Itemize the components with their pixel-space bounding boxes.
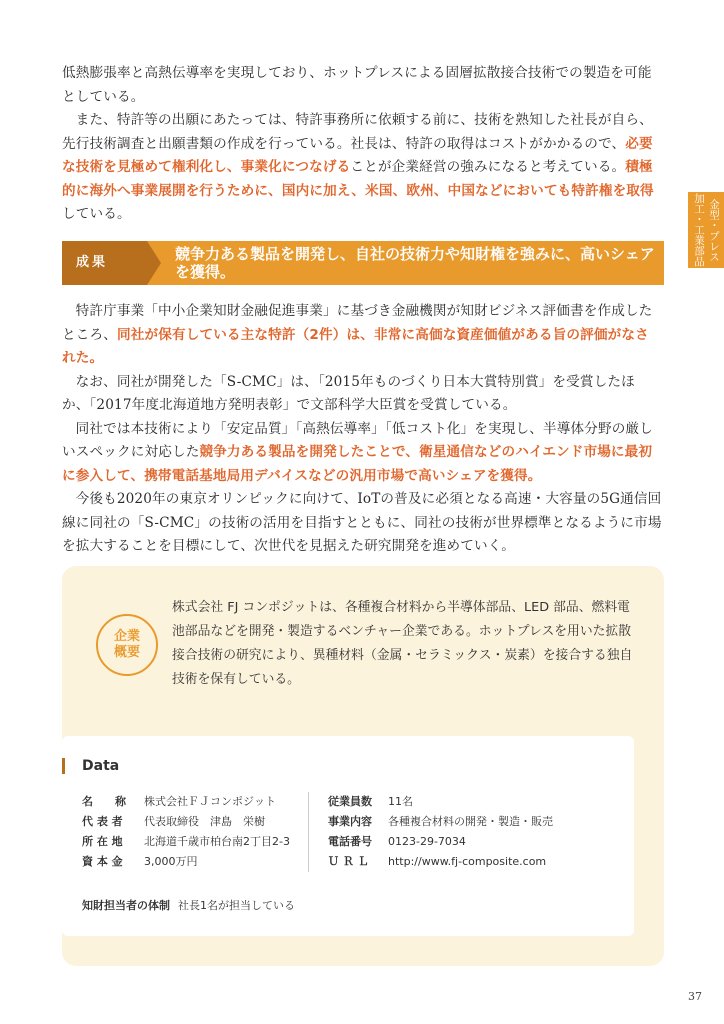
- result-banner: [62, 241, 664, 285]
- paragraph-6: 今後も2020年の東京オリンピックに向けて、IoTの普及に必須となる高速・大容量の5G通信回線に同社の「S-CMC」の技術の活用を目指すとともに、同社の技術が世界標準となるように市場を拡大することを目標にして、次世代を見据えた研究開発を進めていく。: [62, 491, 662, 554]
- data-row-phone: 電話番号 0123-29-7034: [328, 835, 466, 848]
- data-row-representative: 代 表 者 代表取締役 津島 栄樹: [82, 815, 265, 828]
- data-row-address: 所 在 地 北海道千歳市柏台南2丁目2-3: [82, 835, 290, 848]
- category-tab: [688, 192, 724, 268]
- highlight-4: 競争力ある製品を開発したことで、衛星通信などのハイエンド市場に最初に参入して、携帯電話基地局用デバイスなどの汎用市場で高いシェアを獲得。: [62, 444, 653, 484]
- result-label: 成果: [62, 241, 147, 285]
- highlight-1: 必要な技術を見極めて権利化し、事業化につなげる: [62, 135, 653, 175]
- profile-text: 株式会社 FJ コンポジットは、各種複合材料から半導体部品、LED 部品、燃料電池部品などを開発・製造するベンチャー企業である。ホットプレスを用いた拡散接合技術の研究により、異種材料（金属・セラミックス・炭素）を接合する独自技術を保有している。: [172, 600, 633, 687]
- data-row-url[interactable]: Ｕ Ｒ Ｌ http://www.fj-composite.com: [328, 855, 547, 868]
- category-tab-line1: 金型・プレス: [708, 198, 720, 262]
- profile-badge: 企業概要: [96, 614, 158, 676]
- paragraph-3: 特許庁事業「中小企業知財金融促進事業」に基づき金融機関が知財ビジネス評価書を作成したところ、同社が保有している主な特許（2件）は、非常に高価な資産価値がある旨の評価がなされた。: [62, 303, 653, 366]
- highlight-2: 積極的に海外へ事業展開を行うために、国内に加え、米国、欧州、中国などにおいても特許権を取得: [62, 159, 654, 199]
- data-row-name: 名 称 株式会社ＦＪコンポジット: [82, 795, 276, 808]
- paragraph-4: なお、同社が開発した「S-CMC」は、「2015年ものづくり日本大賞特別賞」を受賞したほか、「2017年度北海道地方発明表彰」で文部科学大臣賞を受賞している。: [62, 373, 635, 413]
- data-row-ip-system: 知財担当者の体制 社長1名が担当している: [82, 899, 295, 912]
- data-row-capital: 資 本 金 3,000万円: [82, 855, 198, 868]
- result-heading: 競争力ある製品を開発し、自社の技術力や知財権を強みに、高いシェアを獲得。: [175, 245, 655, 281]
- highlight-3: 同社が保有している主な特許（2件）は、非常に高価な資産価値がある旨の評価がなされた。: [62, 326, 649, 366]
- company-url-link[interactable]: http://www.fj-composite.com: [388, 855, 547, 868]
- data-box: [62, 736, 634, 936]
- company-profile: [62, 566, 664, 966]
- data-row-business: 事業内容 各種複合材料の開発・製造・販売: [328, 815, 553, 828]
- data-divider: [308, 792, 309, 872]
- paragraph-5: 同社では本技術により「安定品質」「高熱伝導率」「低コスト化」を実現し、半導体分野の厳しいスペックに対応した競争力ある製品を開発したことで、衛星通信などのハイエンド市場に最初に参入して、携帯電話基地局用デバイスなどの汎用市場で高いシェアを獲得。: [62, 420, 653, 484]
- data-row-employees: 従業員数 11名: [328, 795, 413, 808]
- intro-section: [62, 62, 662, 227]
- category-tab-line2: 加工・工業部品: [693, 193, 705, 267]
- result-arrow: [147, 241, 161, 285]
- paragraph-1: 低熱膨張率と高熱伝導率を実現しており、ホットプレスによる固層拡散接合技術での製造を可能としている。: [62, 65, 652, 105]
- paragraph-2: また、特許等の出願にあたっては、特許事務所に依頼する前に、技術を熟知した社長が自ら、先行技術調査と出願書類の作成を行っている。社長は、特許の取得はコストがかかるので、必要な技術を見極めて権利化し、事業化につなげることが企業経営の強みになると考えている。積極的に海外へ事業展開を行うために、国内に加え、米国、欧州、中国などにおいても特許権を取得している。: [62, 112, 654, 222]
- data-title: Data: [82, 758, 120, 774]
- page-number: 37: [688, 990, 702, 1003]
- results-section: [62, 300, 662, 559]
